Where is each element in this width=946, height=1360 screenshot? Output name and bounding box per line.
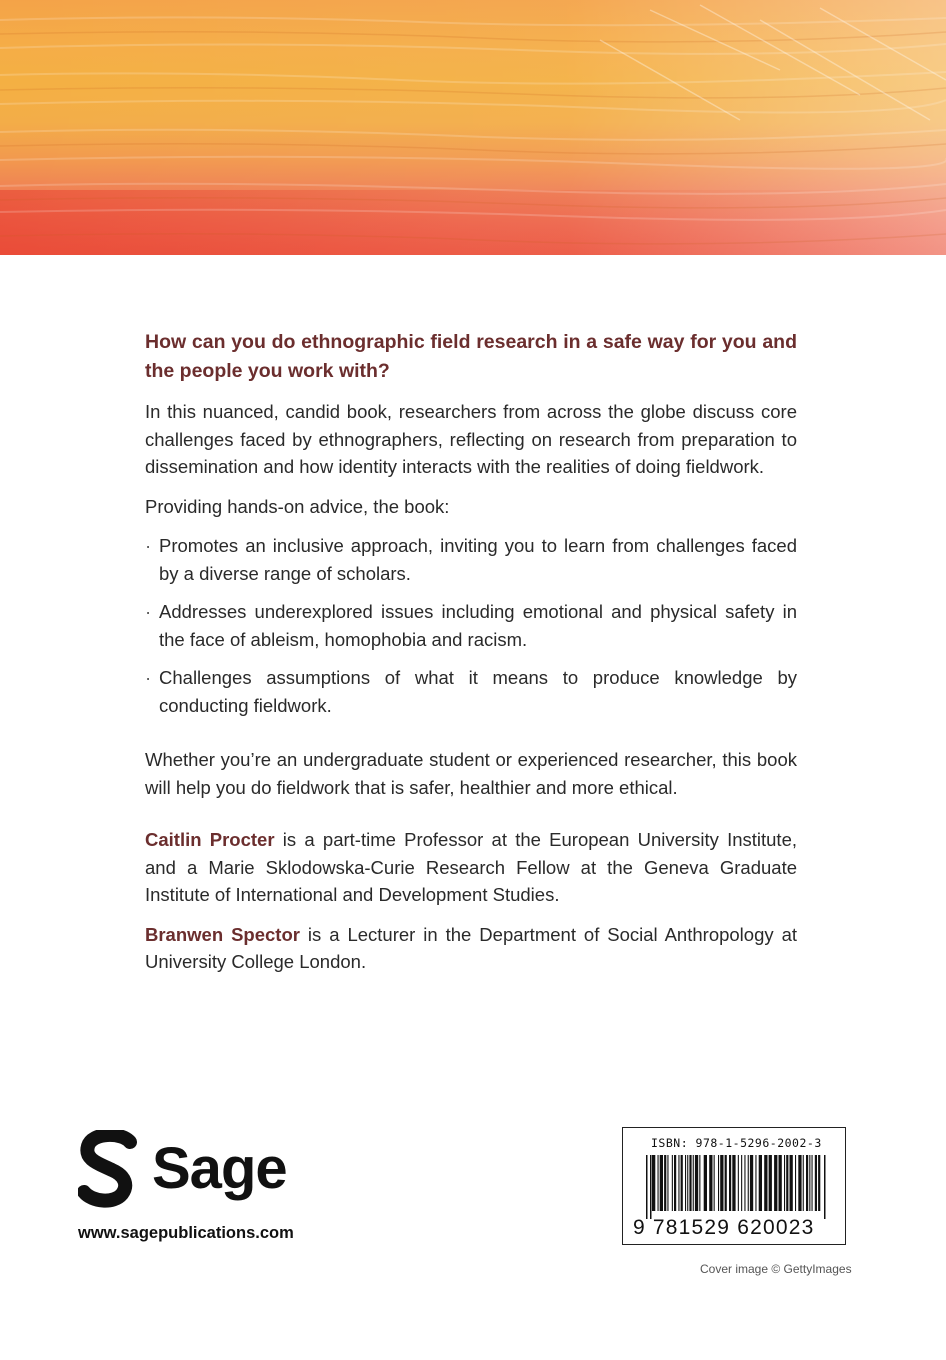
barcode-bar [790,1155,793,1211]
barcode-bar [652,1155,655,1211]
sage-s-icon [78,1130,138,1208]
barcode-bar [750,1155,753,1211]
barcode-bars [646,1155,828,1219]
author-bio-text: is a part-time Professor at the European University Institute, and a Marie Sklodowska-Curie Research Fellow at the Geneva Graduate Institute of International and Development Studies. [145,829,797,905]
barcode-bar [687,1155,688,1211]
barcode-bar [744,1155,745,1211]
barcode-bar [748,1155,749,1211]
publisher-logo-text: Sage [152,1136,287,1201]
author-bio [145,826,797,909]
isbn-label: ISBN: 978-1-5296-2002-3 [651,1136,822,1150]
barcode-bar [689,1155,691,1211]
barcode-bar [755,1155,756,1211]
barcode-bar [806,1155,808,1211]
barcode-bar [803,1155,804,1211]
barcode-bar [658,1155,659,1211]
barcode-bar [769,1155,772,1211]
barcode-bar [815,1155,817,1211]
barcode-bar [725,1155,727,1211]
headline: How can you do ethnographic field research in a safe way for you and the people you work with? [145,331,797,382]
barcode-bar [764,1155,767,1211]
barcode-guard-bar [824,1155,826,1219]
bullet-dot: · [145,667,152,688]
barcode-bar [714,1155,715,1211]
barcode-bar [667,1155,668,1211]
barcode-bar [795,1155,796,1211]
barcode-bar [774,1155,777,1211]
barcode-bar [732,1155,735,1211]
barcode-guard-bar [650,1155,652,1219]
barcode-bar [741,1155,742,1211]
barcode-bar [681,1155,683,1211]
paint-texture [0,0,946,255]
bullet-dot: · [145,535,152,556]
list-item [145,664,797,719]
barcode-bar [759,1155,762,1211]
barcode-bar [779,1155,782,1211]
barcode-bar [812,1155,813,1211]
barcode-bar [786,1155,788,1211]
barcode-guard-bar [646,1155,648,1219]
bullet-text: Challenges assumptions of what it means to produce knowledge by conducting fieldwork. [159,667,797,716]
barcode-bar [704,1155,707,1211]
author-name: Caitlin Procter [145,829,275,850]
bullet-dot: · [145,601,152,622]
barcode-bar [818,1155,820,1211]
publisher-url[interactable]: www.sagepublications.com [78,1224,294,1242]
barcode-bar [738,1155,739,1211]
barcode-bar [672,1155,673,1211]
barcode-bar [699,1155,700,1211]
barcode-bar [695,1155,698,1211]
feature-list [145,532,797,719]
advice-lead: Providing hands-on advice, the book: [145,495,450,517]
list-item [145,532,797,587]
list-item [145,598,797,653]
barcode-bar [660,1155,663,1211]
publisher-logo [78,1130,318,1210]
barcode-bar [674,1155,676,1211]
barcode-bar [729,1155,731,1211]
barcode-bar [693,1155,694,1211]
barcode-digits: 9 781529 620023 [633,1216,815,1239]
barcode-bar [678,1155,679,1211]
barcode-bar [709,1155,712,1211]
closing-paragraph: Whether you’re an undergraduate student or experienced researcher, this book will help you do fieldwork that is safer, healthier and more ethical. [145,749,797,798]
back-cover-copy [145,328,797,988]
barcode-bar [720,1155,723,1211]
author-bio-text: is a Lecturer in the Department of Social Anthropology at University College London. [145,923,797,972]
bullet-text: Addresses underexplored issues including emotional and physical safety in the face of ableism, homophobia and racism. [159,601,797,650]
isbn-barcode [622,1127,846,1245]
cover-painting [0,0,946,255]
barcode-bar [798,1155,801,1211]
intro-paragraph: In this nuanced, candid book, researchers from across the globe discuss core challenges faced by ethnographers, reflecting on research from preparation to dissemination and how identity interacts with the realities of doing fieldwork. [145,401,797,477]
barcode-bar [718,1155,719,1211]
author-bio [145,921,797,976]
author-name: Branwen Spector [145,923,300,945]
barcode-bar [784,1155,785,1211]
image-credit: Cover image © GettyImages [700,1262,852,1276]
barcode-bar [664,1155,666,1211]
barcode-bar [809,1155,810,1211]
barcode-bar [685,1155,686,1211]
bullet-text: Promotes an inclusive approach, inviting you to learn from challenges faced by a diverse range of scholars. [159,535,797,584]
